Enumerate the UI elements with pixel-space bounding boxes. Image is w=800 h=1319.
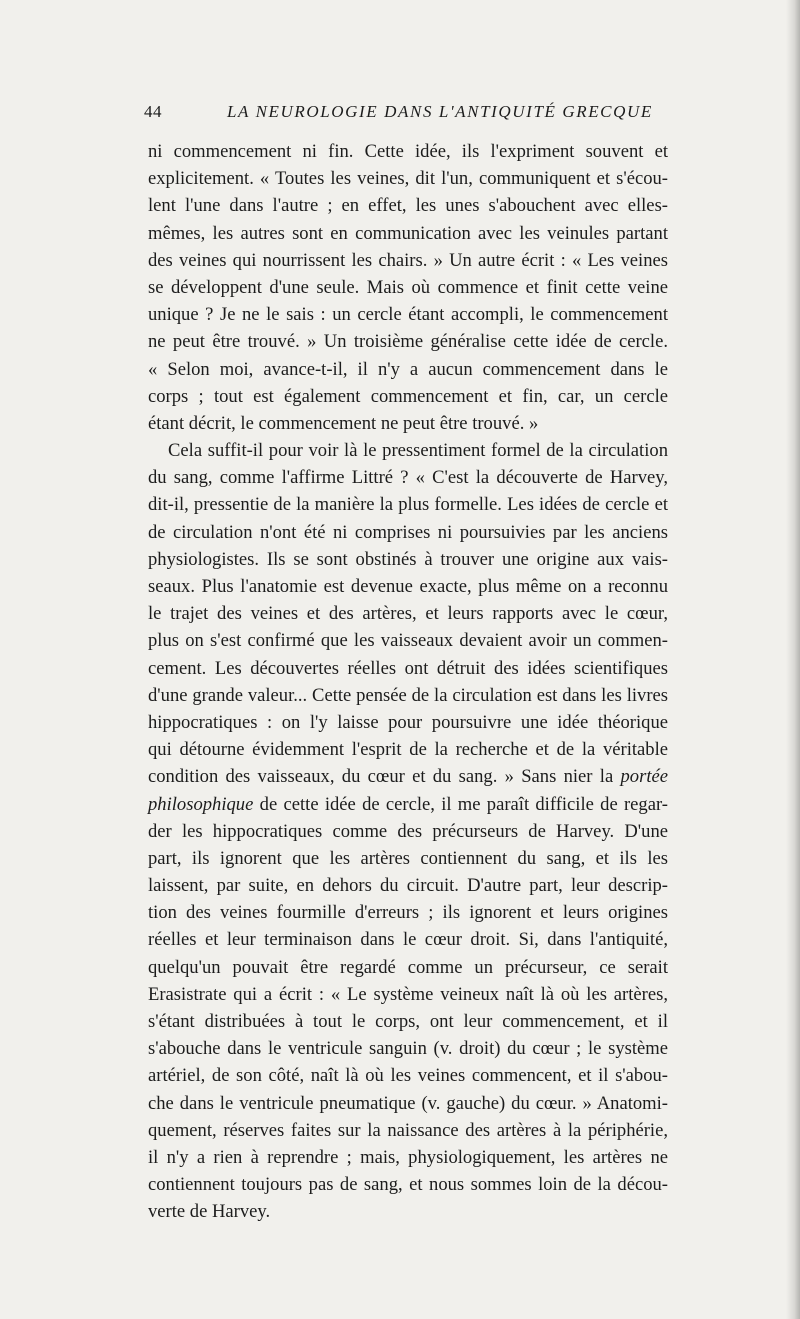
- text-line: s'étant distribuées à tout le corps, ont leur commencement, et il: [148, 1011, 668, 1032]
- text-line: des veines qui nourrissent les chairs. » Un autre écrit : « Les veines: [148, 249, 668, 271]
- italic-word: portée: [620, 766, 668, 788]
- text-line-with-italic: [148, 763, 668, 790]
- text-line: d'une grande valeur... Cette pensée de la circulation est dans les livres: [148, 684, 668, 706]
- running-title: LA NEUROLOGIE DANS L'ANTIQUITÉ GRECQUE: [227, 102, 653, 121]
- text-line: laissent, par suite, en dehors du circuit. D'autre part, leur descrip-: [148, 875, 668, 897]
- text-line: explicitement. « Toutes les veines, dit l'un, communiquent et s'écou-: [148, 168, 668, 190]
- text-line: s'abouche dans le ventricule sanguin (v. droit) du cœur ; le système: [148, 1038, 668, 1060]
- paragraph-end-line: verte de Harvey.: [148, 1201, 271, 1223]
- text-line: il n'y a rien à reprendre ; mais, physiologiquement, les artères ne: [148, 1146, 668, 1168]
- text-line: réelles et leur terminaison dans le cœur droit. Si, dans l'antiquité,: [148, 929, 668, 951]
- text-line: du sang, comme l'affirme Littré ? « C'est la découverte de Harvey,: [148, 467, 668, 489]
- text-line: quelqu'un pouvait être regardé comme un précurseur, ce serait: [148, 956, 668, 978]
- text-line: cement. Les découvertes réelles ont détruit des idées scientifiques: [148, 657, 668, 679]
- body-text: [148, 138, 668, 1226]
- text-line: le trajet des veines et des artères, et leurs rapports avec le cœur,: [148, 603, 668, 625]
- text-line: Erasistrate qui a écrit : « Le système veineux naît là où les artères,: [148, 983, 668, 1005]
- text-line: ne peut être trouvé. » Un troisième généralise cette idée de cercle.: [148, 331, 668, 353]
- text-line-with-italic: [148, 791, 668, 818]
- text-line: artériel, de son côté, naît là où les veines commencent, et il s'abou-: [148, 1065, 668, 1087]
- text-line: part, ils ignorent que les artères contiennent du sang, et ils les: [148, 847, 668, 869]
- text-line: se développent d'une seule. Mais où commence et finit cette veine: [148, 276, 668, 298]
- paragraph-start-line: Cela suffit-il pour voir là le pressentiment formel de la circulation: [168, 440, 668, 462]
- text-line: contiennent toujours pas de sang, et nous sommes loin de la décou-: [148, 1174, 668, 1196]
- paragraph-end-line: étant décrit, le commencement ne peut être trouvé. »: [148, 412, 539, 434]
- text-segment: condition des vaisseaux, du cœur et du sang. » Sans nier la: [148, 766, 614, 788]
- text-line: « Selon moi, avance-t-il, il n'y a aucun commencement dans le: [148, 358, 668, 380]
- page-header: [120, 102, 680, 126]
- text-line: de circulation n'ont été ni comprises ni poursuivies par les anciens: [148, 521, 668, 543]
- text-segment: de cette idée de cercle, il me paraît difficile de regar-: [259, 793, 668, 815]
- italic-word: philosophique: [148, 793, 254, 815]
- text-line: dit-il, pressentie de la manière la plus formelle. Les idées de cercle et: [148, 494, 668, 516]
- text-line: quement, réserves faites sur la naissance des artères à la périphérie,: [148, 1119, 668, 1141]
- text-line: plus on s'est confirmé que les vaisseaux devaient avoir un commen-: [148, 630, 668, 652]
- page-number: 44: [144, 102, 162, 121]
- text-line: qui détourne évidemment l'esprit de la recherche et de la véritable: [148, 739, 668, 761]
- text-line: corps ; tout est également commencement et fin, car, un cercle: [148, 385, 668, 407]
- text-line: mêmes, les autres sont en communication avec les veinules partant: [148, 222, 668, 244]
- text-line: che dans le ventricule pneumatique (v. gauche) du cœur. » Anatomi-: [148, 1092, 668, 1114]
- text-line: physiologistes. Ils se sont obstinés à trouver une origine aux vais-: [148, 548, 668, 570]
- text-line: tion des veines fourmille d'erreurs ; ils ignorent et leurs origines: [148, 902, 668, 924]
- text-line: lent l'une dans l'autre ; en effet, les unes s'abouchent avec elles-: [148, 195, 668, 217]
- text-line: der les hippocratiques comme des précurseurs de Harvey. D'une: [148, 820, 668, 842]
- page-edge-shadow: [786, 0, 800, 1319]
- text-line: ni commencement ni fin. Cette idée, ils l'expriment souvent et: [148, 141, 668, 162]
- text-line: unique ? Je ne le sais : un cercle étant accompli, le commencement: [148, 304, 668, 326]
- text-line: seaux. Plus l'anatomie est devenue exacte, plus même on a reconnu: [148, 576, 668, 597]
- text-line: hippocratiques : on l'y laisse pour poursuivre une idée théorique: [148, 711, 668, 733]
